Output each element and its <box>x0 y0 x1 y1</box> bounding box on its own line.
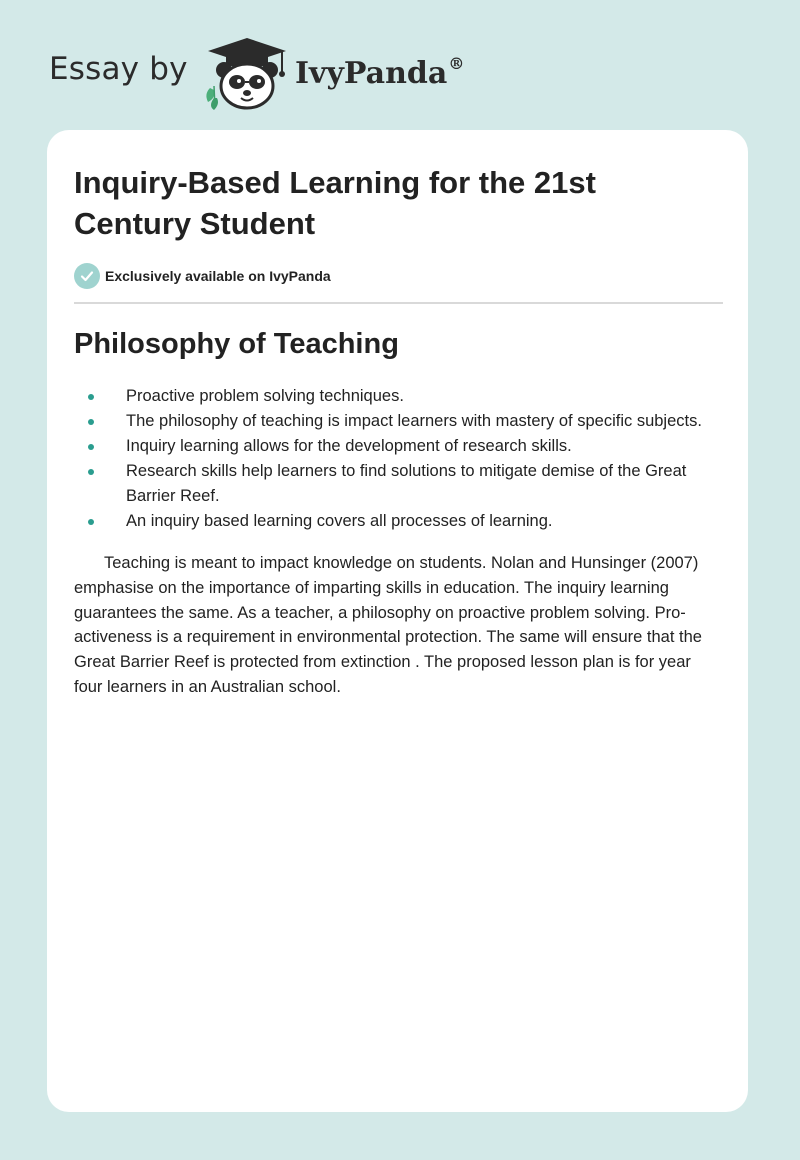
bullet-list <box>74 384 723 534</box>
essay-by-label: Essay by <box>49 51 188 87</box>
brand-name-text: IvyPanda <box>295 56 448 91</box>
title-divider <box>74 302 723 304</box>
list-item-text: Research skills help learners to find solutions to mitigate demise of the Great Barrier Reef. <box>126 462 687 505</box>
bullet-dot <box>88 469 94 475</box>
essay-title: Inquiry-Based Learning for the 21st Century Student <box>74 165 596 241</box>
bullet-dot <box>88 444 94 450</box>
bullet-dot <box>88 419 94 425</box>
list-item <box>74 509 723 534</box>
brand-name[interactable] <box>295 54 464 91</box>
exclusive-badge-text: Exclusively available on IvyPanda <box>105 268 331 284</box>
exclusive-badge <box>74 262 331 290</box>
check-circle-icon <box>74 263 100 289</box>
list-item-text: An inquiry based learning covers all processes of learning. <box>126 512 553 530</box>
list-item-text: Proactive problem solving techniques. <box>126 387 404 405</box>
essay-card <box>47 130 748 1112</box>
body-paragraph: Teaching is meant to impact knowledge on students. Nolan and Hunsinger (2007) emphasise on the importance of imparting skills in education. The inquiry learning guarantees the same. As a teacher, a philosophy on proactive problem solving. Pro-activeness is a requirement in environmental protection. The same will ensure that the Great Barrier Reef is protected from extinction . The proposed lesson plan is for year four learners in an Australian school. <box>74 554 702 696</box>
registered-mark: ® <box>448 54 465 73</box>
list-item-text: Inquiry learning allows for the development of research skills. <box>126 437 572 455</box>
list-item-text: The philosophy of teaching is impact learners with mastery of specific subjects. <box>126 412 702 430</box>
panda-graduate-icon[interactable] <box>202 36 292 110</box>
bullet-dot <box>88 519 94 525</box>
list-item <box>74 434 723 459</box>
list-item <box>74 384 723 409</box>
bullet-dot <box>88 394 94 400</box>
section-heading: Philosophy of Teaching <box>74 328 399 360</box>
list-item <box>74 409 723 434</box>
list-item <box>74 459 723 509</box>
site-header <box>49 36 509 110</box>
